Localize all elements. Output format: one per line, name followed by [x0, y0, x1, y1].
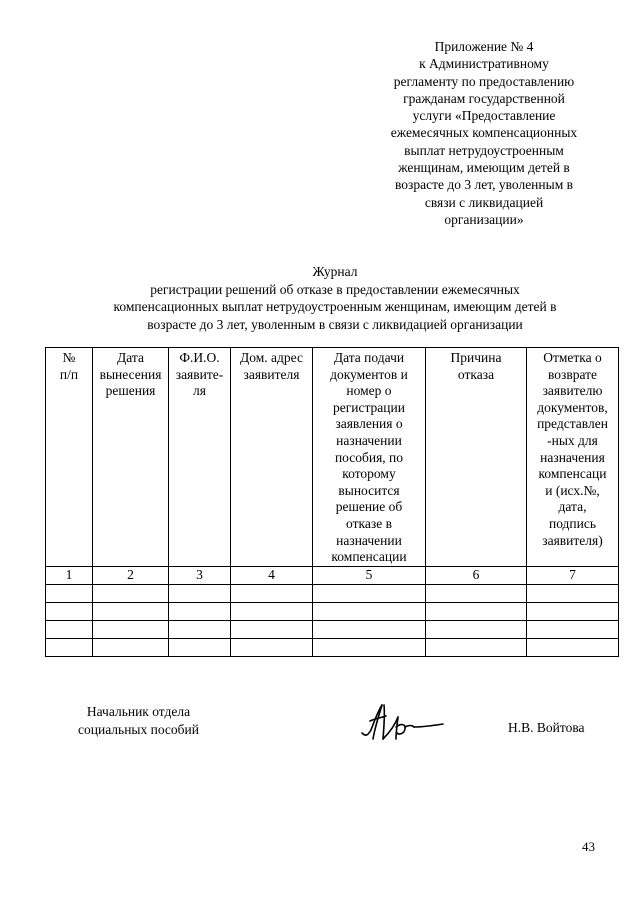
appendix-line: организации»	[444, 211, 524, 227]
table-row	[46, 620, 619, 638]
table-cell	[313, 584, 426, 602]
signatory-name: Н.В. Войтова	[508, 720, 585, 735]
table-cell	[93, 620, 169, 638]
table-cell	[169, 620, 231, 638]
table-cell	[46, 638, 93, 656]
table-cell	[46, 620, 93, 638]
header-submission-date: Дата подачи документов и номер о регистрации заявления о назначении пособия, по которому выносится решение об отказе в назначении компенсации	[313, 348, 426, 567]
appendix-line: женщинам, имеющим детей в	[398, 160, 570, 176]
table-cell	[231, 602, 313, 620]
journal-title	[40, 263, 630, 333]
journal-title-line: возрасте до 3 лет, уволенным в связи с ликвидацией организации	[147, 316, 523, 332]
table-cell	[93, 584, 169, 602]
table-cell	[527, 638, 619, 656]
column-number-row	[46, 566, 619, 584]
table-row	[46, 602, 619, 620]
table-row	[46, 584, 619, 602]
signatory-position-line: Начальник отдела	[86, 704, 191, 719]
table-cell	[313, 602, 426, 620]
table-cell	[231, 620, 313, 638]
table-cell	[426, 602, 527, 620]
column-number: 7	[527, 566, 619, 584]
journal-table	[45, 347, 619, 657]
header-applicant-name: Ф.И.О. заявите- ля	[169, 348, 231, 567]
column-number: 2	[93, 566, 169, 584]
table-cell	[93, 602, 169, 620]
column-number: 1	[46, 566, 93, 584]
appendix-line: выплат нетрудоустроенным	[404, 142, 564, 158]
column-number: 3	[169, 566, 231, 584]
journal-heading: Журнал	[312, 264, 358, 279]
column-number: 4	[231, 566, 313, 584]
column-number: 5	[313, 566, 426, 584]
table-cell	[169, 602, 231, 620]
table-row	[46, 638, 619, 656]
appendix-line: связи с ликвидацией	[424, 194, 544, 210]
table-cell	[231, 638, 313, 656]
signatory-position	[78, 703, 199, 738]
header-number: № п/п	[46, 348, 93, 567]
table-cell	[93, 638, 169, 656]
table-cell	[426, 620, 527, 638]
appendix-line: ежемесячных компенсационных	[390, 125, 578, 141]
appendix-line: к Административному	[419, 56, 549, 72]
page-number: 43	[582, 839, 595, 854]
appendix-line: услуги «Предоставление	[412, 108, 556, 124]
header-home-address: Дом. адрес заявителя	[231, 348, 313, 567]
table-cell	[231, 584, 313, 602]
appendix-header	[366, 38, 602, 228]
table-cell	[313, 638, 426, 656]
header-return-mark: Отметка о возврате заявителю документов, представлен -ных для назначения компенсаци и (исх.№, дата, подпись заявителя)	[527, 348, 619, 567]
table-cell	[46, 584, 93, 602]
appendix-line: Приложение № 4	[434, 39, 534, 54]
header-refusal-reason: Причина отказа	[426, 348, 527, 567]
signatory-position-line: социальных пособий	[78, 721, 199, 737]
table-cell	[46, 602, 93, 620]
table-cell	[169, 638, 231, 656]
table-cell	[527, 584, 619, 602]
table-header-row	[46, 348, 619, 567]
appendix-line: регламенту по предоставлению	[393, 73, 575, 89]
column-number: 6	[426, 566, 527, 584]
table-cell	[313, 620, 426, 638]
table-cell	[527, 602, 619, 620]
header-decision-date: Дата вынесения решения	[93, 348, 169, 567]
handwritten-signature	[358, 697, 458, 752]
table-cell	[169, 584, 231, 602]
table-cell	[426, 584, 527, 602]
appendix-line: возрасте до 3 лет, уволенным в	[395, 177, 573, 193]
appendix-line: гражданам государственной	[403, 90, 565, 106]
table-cell	[426, 638, 527, 656]
journal-title-line: компенсационных выплат нетрудоустроенным женщинам, имеющим детей в	[113, 299, 557, 314]
journal-title-line: регистрации решений об отказе в предоставлении ежемесячных	[150, 281, 520, 297]
table-cell	[527, 620, 619, 638]
